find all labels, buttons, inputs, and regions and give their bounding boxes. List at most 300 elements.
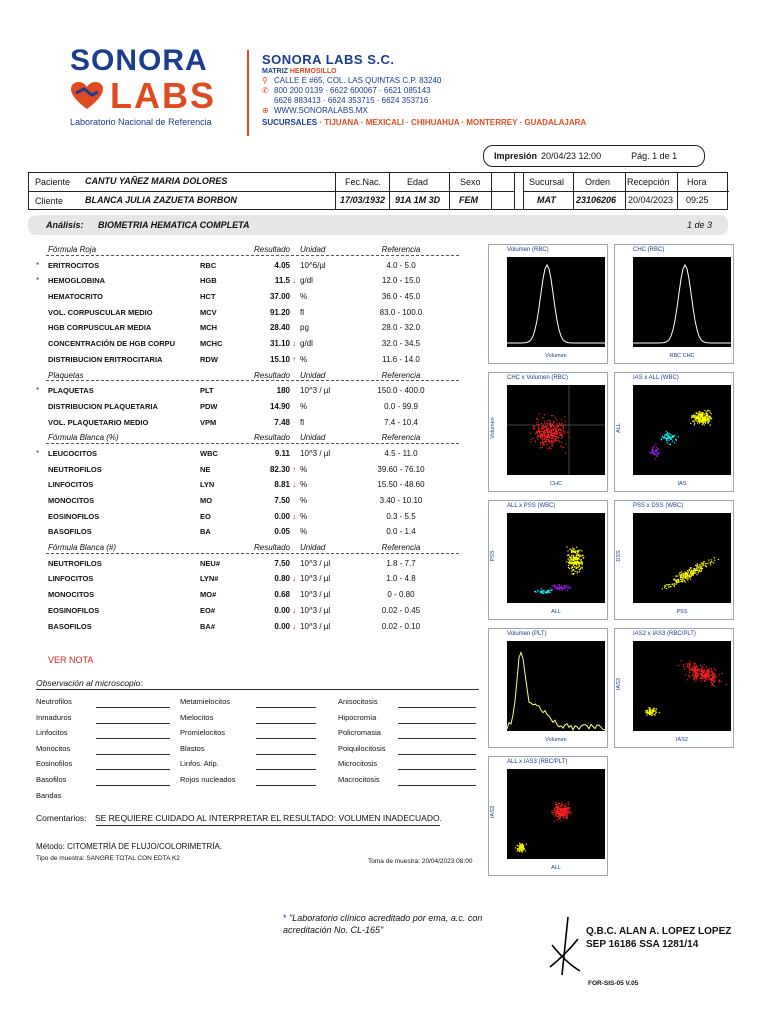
scatter-point [556, 422, 557, 423]
scatter-point [704, 425, 705, 426]
scatter-point [653, 710, 654, 711]
plot-graphic [633, 385, 731, 475]
scatter-point [558, 429, 559, 430]
scatter-point [703, 672, 704, 673]
microscope-item: Inmaduros [36, 712, 72, 722]
scatter-point [543, 433, 544, 434]
analisis-title: BIOMETRIA HEMATICA COMPLETA [98, 220, 250, 230]
page-number: Pág. 1 de 1 [631, 151, 678, 161]
scatter-point [557, 819, 558, 820]
scatter-point [706, 666, 707, 667]
microscope-blank [398, 785, 476, 786]
scatter-point [556, 419, 557, 420]
scatter-point [547, 434, 548, 435]
matriz-city: HERMOSILLO [289, 68, 337, 75]
scatter-point [653, 708, 654, 709]
scatter-point [673, 579, 674, 580]
scatter-point [567, 550, 568, 551]
hora-label: Hora [687, 177, 707, 187]
microscope-blank [96, 754, 170, 755]
scatter-point [687, 679, 688, 680]
scatter-point [651, 452, 652, 453]
impresion-box [483, 145, 705, 167]
scatter-point [581, 561, 582, 562]
scatter-point [694, 423, 695, 424]
scatter-point [558, 440, 559, 441]
scatter-point [694, 681, 695, 682]
test-reference: 150.0 - 400.0 [377, 386, 425, 396]
scatter-point [681, 574, 682, 575]
scatter-point [568, 804, 569, 805]
scatter-point [680, 581, 681, 582]
scatter-point [560, 430, 561, 431]
scatter-point [656, 709, 657, 710]
test-name: VOL. CORPUSCULAR MEDIO [48, 307, 153, 317]
test-reference: 0.0 - 99.9 [384, 401, 418, 411]
microscope-item: Linfocitos [36, 728, 68, 738]
scatter-point [694, 424, 695, 425]
scatter-point [688, 576, 689, 577]
scatter-point [563, 425, 564, 426]
analisis-label: Análisis: [46, 220, 84, 230]
scatter-point [697, 568, 698, 569]
cytometry-plot [488, 756, 608, 876]
scatter-point [541, 427, 542, 428]
test-name: VOL. PLAQUETARIO MEDIO [48, 417, 149, 427]
plot-graphic [507, 641, 605, 731]
scatter-point [566, 443, 567, 444]
scatter-point [710, 678, 711, 679]
scatter-point [656, 447, 657, 448]
plot-canvas [633, 641, 731, 731]
scatter-point [704, 417, 705, 418]
scatter-point [554, 810, 555, 811]
scatter-point [542, 435, 543, 436]
result-row [34, 618, 479, 634]
scatter-point [553, 429, 554, 430]
abnormal-flag-arrow: ↓ [292, 621, 296, 631]
plot-title: ALL x PSS (WBC) [507, 503, 556, 509]
scatter-point [559, 585, 560, 586]
comments [36, 813, 442, 823]
scatter-point [554, 422, 555, 423]
scatter-point [530, 432, 531, 433]
cytometry-plot [488, 500, 608, 620]
section-header [34, 367, 479, 383]
scatter-point [711, 680, 712, 681]
scatter-point [573, 557, 574, 558]
scatter-point [696, 413, 697, 414]
scatter-point [678, 579, 679, 580]
test-reference: 4.0 - 5.0 [386, 260, 416, 270]
plot-title: IAS x ALL (WBC) [633, 375, 679, 381]
scatter-point [701, 412, 702, 413]
scatter-point [574, 549, 575, 550]
scatter-point [718, 559, 719, 560]
result-row [34, 382, 479, 398]
metodo: Método: CITOMETRÍA DE FLUJO/COLORIMETRÍA. [36, 842, 223, 851]
scatter-point [678, 665, 679, 666]
scatter-point [704, 414, 705, 415]
test-name: NEUTROFILOS [48, 558, 102, 568]
test-name: BASOFILOS [48, 527, 92, 537]
test-code: LYN# [200, 574, 219, 584]
scatter-point [697, 563, 698, 564]
scatter-point [576, 564, 577, 565]
scatter-point [545, 591, 546, 592]
abnormal-flag-arrow: ↑ [292, 464, 296, 474]
scatter-point [704, 681, 705, 682]
scatter-point [581, 559, 582, 560]
scatter-point [710, 563, 711, 564]
ver-nota-link[interactable]: VER NOTA [48, 655, 94, 665]
scatter-point [523, 845, 524, 846]
scatter-point [696, 676, 697, 677]
test-code: BA [200, 527, 211, 537]
scatter-point [530, 439, 531, 440]
scatter-point [559, 423, 560, 424]
scatter-point [700, 412, 701, 413]
scatter-point [571, 568, 572, 569]
scatter-point [673, 585, 674, 586]
section-title: Fórmula Roja [48, 245, 97, 254]
scatter-point [537, 437, 538, 438]
scatter-point [550, 592, 551, 593]
scatter-point [523, 849, 524, 850]
scatter-point [555, 427, 556, 428]
scatter-point [568, 811, 569, 812]
company-info [262, 52, 586, 127]
scatter-point [546, 423, 547, 424]
scatter-point [558, 814, 559, 815]
scatter-point [700, 414, 701, 415]
scatter-point [713, 562, 714, 563]
scatter-point [556, 436, 557, 437]
test-reference: 1.0 - 4.8 [386, 574, 416, 584]
scatter-point [559, 810, 560, 811]
scatter-point [559, 803, 560, 804]
test-name: HEMATOCRITO [48, 292, 104, 302]
microscope-blank [96, 785, 170, 786]
scatter-point [552, 810, 553, 811]
web-link[interactable]: WWW.SONORALABS.MX [274, 106, 368, 115]
cytometry-plot [614, 372, 734, 492]
scatter-point [655, 458, 656, 459]
scatter-point [668, 584, 669, 585]
scatter-point [565, 808, 566, 809]
scatter-point [567, 817, 568, 818]
test-code: LYN [200, 480, 215, 490]
scatter-point [533, 426, 534, 427]
scatter-point [714, 560, 715, 561]
scatter-point [534, 428, 535, 429]
col-header-reference: Referencia [381, 433, 421, 443]
scatter-point [681, 579, 682, 580]
edad-label: Edad [407, 177, 429, 187]
scatter-point [710, 412, 711, 413]
scatter-point [519, 850, 520, 851]
scatter-point [555, 802, 556, 803]
scatter-point [577, 567, 578, 568]
scatter-point [702, 678, 703, 679]
scatter-point [556, 806, 557, 807]
scatter-point [576, 555, 577, 556]
scatter-point [705, 565, 706, 566]
scatter-point [685, 674, 686, 675]
scatter-point [565, 806, 566, 807]
scatter-point [687, 579, 688, 580]
scatter-point [549, 590, 550, 591]
result-row [34, 445, 479, 461]
scatter-point [698, 675, 699, 676]
scatter-point [686, 574, 687, 575]
microscope-item: Hipocromía [338, 712, 377, 722]
plot-title: IAS2 x IAS3 (RBC/PLT) [633, 631, 696, 637]
plot-xlabel: RBC CHC [669, 353, 695, 359]
scatter-point [558, 430, 559, 431]
scatter-point [664, 434, 665, 435]
col-header-result: Resultado [253, 433, 290, 443]
scatter-point [705, 677, 706, 678]
scatter-point [670, 434, 671, 435]
plot-canvas [633, 513, 731, 603]
test-code: NE [200, 464, 211, 474]
scatter-point [561, 419, 562, 420]
result-row [34, 319, 479, 335]
scatter-point [690, 572, 691, 573]
scatter-point [552, 415, 553, 416]
scatter-point [536, 424, 537, 425]
scatter-point [691, 567, 692, 568]
test-name: HGB CORPUSCULAR MEDIA [48, 323, 152, 333]
scatter-point [579, 565, 580, 566]
microscope-blank [398, 738, 476, 739]
scatter-point [702, 414, 703, 415]
test-value: 31.10 [269, 339, 290, 349]
scatter-point [557, 586, 558, 587]
scatter-point [566, 585, 567, 586]
scatter-point [554, 584, 555, 585]
test-unit: 10^3 / µl [300, 590, 331, 600]
col-header-result: Resultado [253, 543, 290, 553]
scatter-point [558, 437, 559, 438]
scatter-point [559, 589, 560, 590]
scatter-point [582, 564, 583, 565]
scatter-point [554, 586, 555, 587]
scatter-point [695, 674, 696, 675]
globe-icon: ⊕ [262, 106, 269, 115]
scatter-point [689, 666, 690, 667]
scatter-point [710, 424, 711, 425]
scatter-point [667, 432, 668, 433]
scatter-point [559, 441, 560, 442]
scatter-point [689, 676, 690, 677]
scatter-point [538, 424, 539, 425]
test-value: 0.80 [274, 574, 290, 584]
scatter-point [551, 441, 552, 442]
result-row [34, 492, 479, 508]
phones-line-2 [262, 96, 586, 105]
scatter-point [544, 430, 545, 431]
abnormal-flag-arrow: ↓ [292, 574, 296, 584]
scatter-point [697, 416, 698, 417]
signer-id: SEP 16186 SSA 1281/14 [586, 939, 699, 950]
test-name: NEUTROFILOS [48, 464, 102, 474]
scatter-point [687, 666, 688, 667]
scatter-point [542, 426, 543, 427]
scatter-point [657, 454, 658, 455]
scatter-point [537, 419, 538, 420]
scatter-point [573, 550, 574, 551]
test-unit: % [300, 354, 308, 364]
scatter-point [703, 563, 704, 564]
scatter-point [575, 564, 576, 565]
scatter-point [579, 562, 580, 563]
scatter-point [703, 420, 704, 421]
scatter-point [542, 437, 543, 438]
scatter-point [549, 432, 550, 433]
test-code: HGB [200, 276, 217, 286]
scatter-point [668, 434, 669, 435]
scatter-point [703, 565, 704, 566]
microscope-blank [256, 754, 316, 755]
scatter-point [562, 814, 563, 815]
scatter-point [712, 677, 713, 678]
scatter-point [650, 708, 651, 709]
scatter-point [704, 418, 705, 419]
scatter-point [669, 438, 670, 439]
scatter-point [714, 678, 715, 679]
scatter-point [701, 563, 702, 564]
scatter-point [706, 413, 707, 414]
scatter-point [544, 423, 545, 424]
scatter-point [706, 411, 707, 412]
plot-title: ALL x IAS3 (RBC/PLT) [507, 759, 568, 765]
result-row [34, 523, 479, 539]
test-value: 0.68 [274, 590, 290, 600]
impresion-label: Impresión [494, 151, 538, 161]
scatter-point [543, 431, 544, 432]
scatter-point [687, 577, 688, 578]
scatter-point [540, 437, 541, 438]
scatter-point [561, 808, 562, 809]
scatter-point [561, 424, 562, 425]
scatter-point [705, 417, 706, 418]
scatter-point [707, 679, 708, 680]
scatter-point [705, 419, 706, 420]
scatter-point [555, 588, 556, 589]
scatter-point [690, 664, 691, 665]
scatter-point [705, 678, 706, 679]
scatter-point [556, 804, 557, 805]
abnormal-flag-arrow: ↓ [292, 511, 296, 521]
recepcion-label: Recepción [627, 177, 670, 187]
result-row [34, 304, 479, 320]
scatter-point [563, 427, 564, 428]
test-code: RDW [200, 354, 218, 364]
scatter-point [701, 681, 702, 682]
scatter-point [693, 674, 694, 675]
scatter-point [666, 588, 667, 589]
scatter-point [696, 672, 697, 673]
microscope-item: Rojos nucleados [180, 775, 236, 784]
scatter-point [538, 426, 539, 427]
tipo-muestra: Tipo de muestra: SANGRE TOTAL CON EDTA K2 [36, 855, 180, 862]
scatter-point [550, 441, 551, 442]
scatter-point [677, 582, 678, 583]
scatter-point [711, 669, 712, 670]
scatter-point [698, 572, 699, 573]
scatter-point [655, 444, 656, 445]
scatter-point [702, 417, 703, 418]
microscope-blank [398, 754, 476, 755]
plot-graphic [633, 257, 731, 347]
scatter-point [711, 418, 712, 419]
sexo-label: Sexo [460, 177, 481, 187]
scatter-point [690, 670, 691, 671]
scatter-point [702, 412, 703, 413]
plot-ylabel: DSS [616, 550, 622, 562]
scatter-point [565, 421, 566, 422]
scatter-point [695, 572, 696, 573]
scatter-point [652, 453, 653, 454]
scatter-point [573, 563, 574, 564]
scatter-point [577, 572, 578, 573]
scatter-point [554, 808, 555, 809]
cytometry-plot [614, 500, 734, 620]
microscope-divider [36, 689, 479, 690]
comments-text: SE REQUIERE CUIDADO AL INTERPRETAR EL RESULTADO: VOLUMEN INADECUADO. [94, 813, 442, 823]
scatter-point [692, 421, 693, 422]
scatter-point [550, 448, 551, 449]
cytometry-plot [614, 244, 734, 364]
scatter-point [551, 432, 552, 433]
scatter-point [542, 417, 543, 418]
scatter-point [718, 674, 719, 675]
scatter-point [580, 562, 581, 563]
col-header-result: Resultado [253, 370, 290, 380]
scatter-point [562, 429, 563, 430]
sonora-labs-logo [70, 46, 235, 138]
scatter-point [579, 571, 580, 572]
scatter-point [710, 562, 711, 563]
histogram-curve [507, 265, 605, 343]
scatter-point [666, 440, 667, 441]
scatter-point [698, 673, 699, 674]
scatter-point [559, 429, 560, 430]
histogram-curve [507, 653, 605, 730]
test-unit: % [300, 464, 308, 474]
scatter-point [569, 809, 570, 810]
plot-graphic [507, 257, 605, 347]
scatter-point [565, 813, 566, 814]
scatter-point [554, 433, 555, 434]
scatter-point [651, 447, 652, 448]
scatter-point [655, 451, 656, 452]
scatter-point [563, 817, 564, 818]
plot-canvas [507, 769, 605, 859]
scatter-point [696, 574, 697, 575]
scatter-point [549, 434, 550, 435]
scatter-point [685, 572, 686, 573]
scatter-point [668, 435, 669, 436]
scatter-point [576, 562, 577, 563]
scatter-point [568, 802, 569, 803]
scatter-point [659, 452, 660, 453]
scatter-point [699, 564, 700, 565]
scatter-point [663, 437, 664, 438]
cytometry-plot [488, 372, 608, 492]
